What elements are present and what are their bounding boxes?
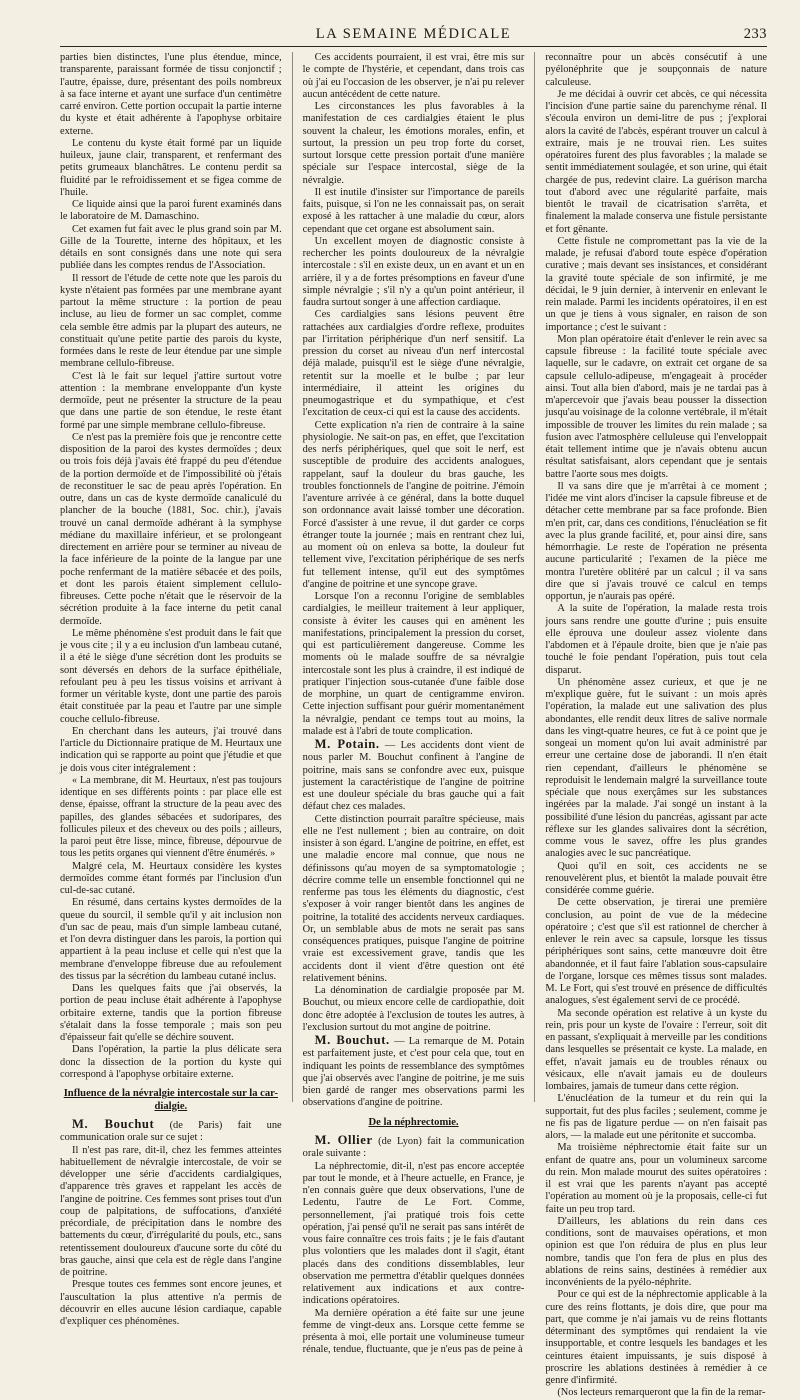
paragraph: L'énucléation de la tumeur et du rein qui la supportait, fut des plus faciles ; seulement, comme je ne fis pas de ligature perdue — on n'en faisait pas alors, — la malade eut une péritonite et succomba.	[545, 1093, 768, 1141]
paragraph: Un excellent moyen de diagnostic consiste à rechercher les points douloureux de la névralgie intercostale : s'il en existe deux, un en avant et un en arrière, il y a de fortes présomptions en faveur d'une simple névralgie ; s'il n'y a qu'un point antérieur, il faudra surtout songer à une affection cardiaque.	[302, 235, 525, 308]
paragraph: Les circonstances les plus favorables à la manifestation de ces cardialgies étaient le plus souvent la chaleur, les émotions morales, enfin, et surtout, la pression un peu trop forte du corset, surtout lorsque cette pression portait d'une manière spéciale sur l'espace intercostal, siège de la névralgie.	[302, 101, 525, 186]
speaker-text: — Les accidents dont vient de nous parler M. Bouchut confinent à l'angine de poitrine, mais sans se confondre avec eux, puisque justement la caractéristique de l'angine de poitrine est une douleur spéciale du bras gauche qui a fait défaut chez ces malades.	[302, 740, 525, 813]
speaker-paragraph	[303, 1134, 525, 1161]
paragraph: Ce n'est pas la première fois que je rencontre cette disposition de la paroi des kystes dermoïdes ; deux ou trois fois déjà j'avais été frappé du peu d'étendue de la portion dermoïde et de l'impossibilité où j'étais de reconstituer le sac de peau après l'opération. En outre, dans un cas de kyste dermoïde canaliculé du plancher de la bouche (1881, Soc. chir.), j'avais trouvé un canal dermoïde adhérant à la symphyse médiane du maxillaire inférieur, et se prolongeant directement en arrière pour se terminer au niveau de la face inférieure de la pointe de la langue par une poche renfermant de la matière sébacée et des poils, et dont les parois étaient simplement cellulo-fibreuses. Cette poche n'était que le réservoir de la sécrétion produite à la face interne du petit canal dermoïde.	[60, 431, 282, 627]
paragraph: Pour ce qui est de la néphrectomie applicable à la cure des reins flottants, je dois dire, que pour ma part, que comme je n'ai jamais vu de reins flottants déterminant des symptômes qui rendaient la vie insupportable, et contre lesquels les bandages et les ceintures étaient impuissants, je suis disposé à proscrire les ablations destinées à remédier à ce genre d'infirmité.	[545, 1289, 768, 1386]
speaker-text: — La remarque de M. Potain est parfaitement juste, et c'est pour cela que, tout en indiquant les points de ressemblance des symptômes que j'ai observés avec l'angine de poitrine, je me suis bien gardé de ranger mes observations parmi les observations d'angine de poitrine.	[302, 1036, 525, 1109]
paragraph: C'est là le fait sur lequel j'attire surtout votre attention : la membrane enveloppante d'un kyste dermoïde, peut ne présenter la structure de la peau que dans une partie de son étendue, le reste étant formé par une simple membrane cellulo-fibreuse.	[60, 370, 282, 431]
speaker-intro: (de Lyon) fait la communication orale suivante :	[302, 1136, 525, 1160]
section-heading-line: Influence de la névralgie intercostale sur la car-	[63, 1088, 278, 1099]
paragraph: Lorsque l'on a reconnu l'origine de semblables cardialgies, le meilleur traitement à leur appliquer, consiste à éviter les causes qui en amènent les manifestations, principalement la pression du corset, qui est particulièrement dangereuse. Comme les moments où le malade souffre de sa névralgie intercostale sont les plus à craindre, il est indiqué de pratiquer l'injection sous-cutanée d'une faible dose de morphine, un quart de centigramme environ. Cette injection suffisant pour guérir momentanément la névralgie, pendant ce temps tout au moins, la malade est à l'abri de toute complication.	[302, 591, 525, 737]
section-heading	[303, 1117, 525, 1130]
speaker-paragraph	[303, 1034, 525, 1110]
paragraph: parties bien distinctes, l'une plus étendue, mince, transparente, paraissant formée de tissu conjonctif ; l'autre, épaisse, dure, présentant des poils nombreux à sa face interne et ayant une surface d'un centimètre carré environ. Cette portion occupait la partie interne du kyste et était adhérente à l'apophyse orbitaire externe.	[60, 52, 282, 137]
speaker-paragraph	[60, 1118, 282, 1145]
paragraph: La néphrectomie, dit-il, n'est pas encore acceptée par tout le monde, et à l'heure actuelle, en France, je n'en connais guère que deux observations, l'une de Ledentu, l'autre de Le Fort. Comme, personnellement, j'ai pratiqué trois fois cette opération, j'ai pensé qu'il ne serait pas sans intérêt de vous faire connaître ces trois faits ; je le fais d'autant plus volontiers que les malades dont il s'agit, étant placés dans des conditions dissemblables, leur observation me permettra d'établir quelques données relativement aux indications et aux contre-indications opératoires.	[302, 1160, 525, 1307]
paragraph: Il n'est pas rare, dit-il, chez les femmes atteintes habituellement de névralgie intercostale, de voir se développer une série d'accidents cardialgiques, d'apparence très graves et rappelant les accès de l'angine de poitrine. Ces femmes sont prises tout d'un coup de palpitations, de suffocations, d'anxiété précordiale, de précipitation dans le nombre des battements du cœur, d'irrégularité du pouls, etc., sans retentissement douloureux d'aucune sorte du côté du bras gauche, ainsi que cela est de règle dans l'angine de poitrine.	[60, 1144, 282, 1278]
paragraph: Ma troisième néphrectomie était faite sur un enfant de quatre ans, pour un volumineux sarcome du rein. Mon malade mourut des suites opératoires : il est vrai que les parents n'ayant pas accepté l'opération au moment où je la proposais, celle-ci fut faite un peu trop tard.	[545, 1142, 768, 1215]
column-divider	[534, 52, 535, 1102]
paragraph: De cette observation, je tirerai une première conclusion, au point de vue de la médecine opératoire ; c'est que s'il est rationnel de chercher à enlever le rein avec sa capsule, lorsque les tissus périphériques sont sains, cette manœuvre doit être abandonnée, et il faut faire l'ablation sous-capsulaire de l'organe, lorsque ces mêmes tissus sont malades. M. Le Fort, qui s'est trouvé en présence de difficultés analogues, s'est également servi de ce procédé.	[545, 897, 768, 1007]
paragraph: Il va sans dire que je m'arrêtai à ce moment ; l'idée me vint alors d'inciser la capsule fibreuse et de détacher cette membrane par sa face profonde. Bien m'en prit, car, dans ces conditions, l'énucléation se fit avec la plus grande facilité, et, pour ainsi dire, sans hémorrhagie. Le reste de l'opération ne présenta aucune particularité ; l'examen de la pièce me montra l'uretère oblitéré par un calcul ; il va sans dire que si j'avais trouvé ce calcul en temps opportun, je n'aurais pas opéré.	[545, 480, 768, 602]
column-2	[302, 52, 525, 1356]
column-3	[545, 52, 768, 1399]
section-heading-line: De la néphrectomie.	[368, 1116, 459, 1128]
speaker-name: M. Bouchut.	[314, 1033, 390, 1047]
page-number: 233	[743, 26, 767, 42]
page-header	[60, 0, 767, 52]
section-heading-line: dialgie.	[154, 1100, 188, 1112]
paragraph: En cherchant dans les auteurs, j'ai trouvé dans l'article du Dictionnaire pratique de M. Heurtaux une indication qui se rapporte au point que j'étudie et que je dois vous citer intégralement :	[60, 725, 282, 774]
paragraph: Le même phénomène s'est produit dans le fait que je vous cite ; il y a eu inclusion d'un lambeau cutané, il a été le siège d'une sécrétion dont les produits se sont déversés en dehors de la surface épithéliale, refoulant peu à peu les tissus voisins et arrivant à former un véritable kyste, dont une partie des parois était constituée par la peau et l'autre par une simple couche cellulo-fibreuse.	[60, 627, 282, 725]
quotation: « La membrane, dit M. Heurtaux, n'est pas toujours identique en ses différents points : par place elle est dense, épaisse, offrant la structure de la peau avec des papilles, des glandes sébacées et sudoripares, des follicules pileux et des cheveux ou des poils ; ailleurs, la paroi peut être lisse, mince, fibreuse, dépourvue de tous les petits organes qui viennent d'être énumérés. »	[60, 774, 282, 860]
paragraph: Cette fistule ne compromettant pas la vie de la malade, je refusai d'abord toute espèce d'opération curative ; mais devant ses insistances, et considérant la gravité toute spéciale de son infirmité, je me décidai, le 9 juin dernier, à intervenir en enlevant le rein malade. Parmi les incidents opératoires, il en est un que je tiens à vous signaler, en raison de son importance ; c'est le suivant :	[545, 235, 768, 333]
paragraph: Presque toutes ces femmes sont encore jeunes, et l'auscultation la plus attentive n'a permis de découvrir en elles aucune lésion cardiaque, capable d'expliquer ces phénomènes.	[60, 1279, 282, 1327]
paragraph: Dans l'opération, la partie la plus délicate sera donc la dissection de la portion du kyste qui correspond à l'apophyse orbitaire externe.	[60, 1044, 282, 1080]
paragraph: Quoi qu'il en soit, ces accidents ne se renouvelèrent plus, et bientôt la malade pouvait être considérée comme guérie.	[545, 860, 768, 896]
paragraph: Dans les quelques faits que j'ai observés, la portion de peau incluse était adhérente à l'apophyse orbitaire externe, tandis que la portion fibreuse s'étalait dans la fosse temporale ; mais son peu d'épaisseur fait qu'elle se déchire souvent.	[60, 983, 282, 1043]
paragraph: Cette explication n'a rien de contraire à la saine physiologie. Ne sait-on pas, en effet, que l'excitation des nerfs périphériques, quel que soit le nerf, est susceptible de produire des accidents analogues, rappelant, sauf la douleur du bras gauche, les troubles fonctionnels de l'angine de poitrine. J'émoin l'aventure arrivée à ce général, dans la botte duquel son ordonnance avait laissé tomber une décoration. Forcé d'assister à une revue, il dut garder ce corps étranger toute la journée ; mais en rentrant chez lui, au moment où on enleva sa botte, la douleur fut tellement vive, l'excitation périphérique de ses nerfs fut tellement intense, qu'il eut des symptômes d'angine de poitrine et une syncope grave.	[302, 419, 525, 590]
speaker-intro: (de Paris) fait une communication orale sur ce sujet :	[60, 1120, 282, 1144]
paragraph: Le contenu du kyste était formé par un liquide huileux, jaune clair, transparent, et renfermant des petits grumeaux blanchâtres. Le contenu perdit sa fluidité par le refroidissement et se figea comme de l'huile.	[60, 137, 282, 198]
paragraph: Ma dernière opération a été faite sur une jeune femme de vingt-deux ans. Lorsque cette femme se présenta à moi, elle portait une volumineuse tumeur rénale, tendue, fluctuante, que je n'eus pas de peine à	[302, 1307, 525, 1356]
paragraph: Ces accidents pourraient, il est vrai, être mis sur le compte de l'hystérie, et cependant, dans trois cas où j'ai eu l'occasion de les observer, je n'ai pu relever aucun antécédent de cette nature.	[302, 52, 525, 100]
paragraph: Cet examen fut fait avec le plus grand soin par M. Gille de la Tourette, interne des hôpitaux, et les détails en sont consignés dans une note qui sera publiée dans les comptes rendus de l'Association.	[60, 223, 282, 272]
paragraph: Il est inutile d'insister sur l'importance de pareils faits, puisque, si l'on ne les connaissait pas, on serait exposé à les rattacher à une maladie du cœur, alors cependant que cet organe est absolument sain.	[302, 186, 525, 235]
paragraph: (Nos lecteurs remarqueront que la fin de la remar-	[557, 1387, 766, 1399]
column-divider	[292, 52, 293, 1102]
paragraph: Ma seconde opération est relative à un kyste du rein, pris pour un kyste de l'ovaire : l'erreur, soit dit en passant, s'expliquait à merveille par les conditions dans lesquelles se présentait ce kyste. La malade, en effet, n'avait jamais eu de troubles rénaux ou vésicaux, elle n'avait jamais eu de douleurs lombaires, jamais de tumeur dans cette région.	[545, 1007, 768, 1092]
paragraph: En résumé, dans certains kystes dermoïdes de la queue du sourcil, il semble qu'il y ait inclusion non d'un sac de peau, mais d'un simple lambeau cutané, et l'on devra distinguer dans les parois, la portion qui appartient à la peau incluse et celle qui n'est que la membrane d'enveloppe fibreuse due au refoulement des tissus par la sécrétion du lambeau cutané inclus.	[60, 897, 282, 982]
paragraph: Malgré cela, M. Heurtaux considère les kystes dermoïdes comme étant formés par l'inclusion d'un cul-de-sac cutané.	[60, 860, 282, 896]
paragraph: Ce liquide ainsi que la paroi furent examinés dans le laboratoire de M. Damaschino.	[60, 199, 282, 223]
speaker-name: M. Bouchut	[72, 1117, 155, 1131]
speaker-name: M. Potain.	[314, 737, 380, 751]
paragraph: Je me décidai à ouvrir cet abcès, ce qui nécessita l'incision d'une partie saine du parenchyme rénal. Il s'écoula environ un demi-litre de pus ; j'explorai alors la cavité de l'abcès, espérant trouver un calcul à extraire, mais je ne trouvai rien. Les suites opératoires furent des plus favorables ; la malade se sentit immédiatement soulagée, et son urine, qui était chargée de pus, redevint claire. La guérison marcha tout d'abord avec une régularité parfaite, mais bientôt le travail de cicatrisation s'arrêta, et finalement la malade conserva une fistule persistante et fort gênante.	[545, 88, 768, 235]
paragraph: Cette distinction pourrait paraître spécieuse, mais elle ne l'est nullement ; bien au contraire, on doit insister à son égard. L'angine de poitrine, en effet, est une maladie encore mal connue, que nous ne définissons qu'au moyen de sa symptomatologie ; décrire comme telle un ensemble fonctionnel qui ne renferme pas tous les éléments du diagnostic, c'est s'exposer à voir ranger bientôt dans les angines de poitrine, la totalité des accidents nerveux cardiaques. Or, un semblable abus de mots ne serait pas sans conséquences pratiques, puisque l'angine de poitrine vraie est excessivement grave, tandis que les accidents dont il vient d'être question ont été relativement bénins.	[302, 813, 525, 984]
header-rule	[60, 46, 767, 47]
paragraph: Ces cardialgies sans lésions peuvent être rattachées aux cardialgies d'ordre reflexe, produites par l'irritation périphérique d'un nerf sensitif. La pression du corset au niveau d'un nerf intercostal déjà malade, puisqu'il est le siège d'une névralgie, retentit sur la moelle et le bulbe ; par leur intermédiaire, il atteint les origines du pneumogastrique et du sympathique, et c'est l'excitation de ceux-ci qui est la cause des accidents.	[302, 309, 525, 419]
speaker-name: M. Ollier	[314, 1133, 373, 1147]
paragraph: A la suite de l'opération, la malade resta trois jours sans rendre une goutte d'urine ; puis ensuite elle éprouva une douleur assez violente dans l'abdomen et à l'épaule droite, bien que je n'aie pas touché le foie pendant l'opération, puis tout cela disparut.	[545, 603, 768, 676]
column-1	[60, 52, 282, 1327]
paragraph: Il ressort de l'étude de cette note que les parois du kyste n'étaient pas formées par une membrane ayant partout la même structure : la portion de peau incluse, au lieu de former un sac complet, comme cela semble être admis par la plupart des auteurs, ne constituait qu'une petite partie des parois du kyste, formées dans le reste de leur étendue par une simple membrane cellulo-fibreuse.	[60, 272, 282, 370]
paragraph: reconnaître pour un abcès consécutif à une pyélonéphrite que je soupçonnais de nature calculeuse.	[545, 52, 768, 88]
speaker-paragraph	[303, 738, 525, 814]
paragraph: Un phénomène assez curieux, et que je ne m'explique guère, fut le suivant : un mois après l'opération, la malade eut une salivation des plus abondantes, elle rendit deux litres de salive normale dans les vingt-quatre heures, ce fut à ce point que je songeai un moment qu'on lui avait administré par erreur une certaine dose de jaborandi. Il n'en était rien cependant, d'ailleurs le phénomène se reproduisit le lendemain malgré la surveillance toute spéciale que nous exerçâmes sur les substances ingérées par la malade. J'ai songé un instant à la possibilité d'une lésion du pancréas, agissant par acte réflexe sur les glandes salivaires dont la sécrétion, comme vous le savez, offre les plus grandes analogies avec le suc pancréatique.	[545, 676, 768, 860]
paragraph: La dénomination de cardialgie proposée par M. Bouchut, ou mieux encore celle de cardiopathie, doit donc être adoptée à l'exclusion de toutes les autres, à l'exclusion surtout du mot angine de poitrine.	[302, 985, 525, 1033]
text-columns	[60, 52, 768, 1399]
paragraph: D'ailleurs, les ablations du rein dans ces conditions, sont de mauvaises opérations, et mon opinion est que l'on réduira de plus en plus leur nombre, tandis que l'on fera de plus en plus des ablations de reins sains, destinées à remédier aux inconvénients de la pyélo-néphrite.	[545, 1215, 768, 1288]
journal-title: LA SEMAINE MÉDICALE	[315, 26, 512, 42]
section-heading	[60, 1088, 282, 1113]
paragraph: Mon plan opératoire était d'enlever le rein avec sa capsule fibreuse : la facilité toute spéciale avec laquelle, sur le cadavre, on extrait cet organe de sa capsule cellulo-adipeuse, m'engageait à procéder ainsi. Tout alla bien d'abord, mais je ne tardai pas à m'apercevoir que j'avais beau pousser la dissection jusqu'au voisinage de la colonne vertébrale, il m'était impossible de trouver les limites du rein malade ; sa fusion avec l'atmosphère celluleuse qui l'enveloppait était tellement intime que je n'avais obtenu aucun résultat satisfaisant, alors cependant que je sentais battre l'aorte sous mes doigts.	[545, 333, 768, 480]
